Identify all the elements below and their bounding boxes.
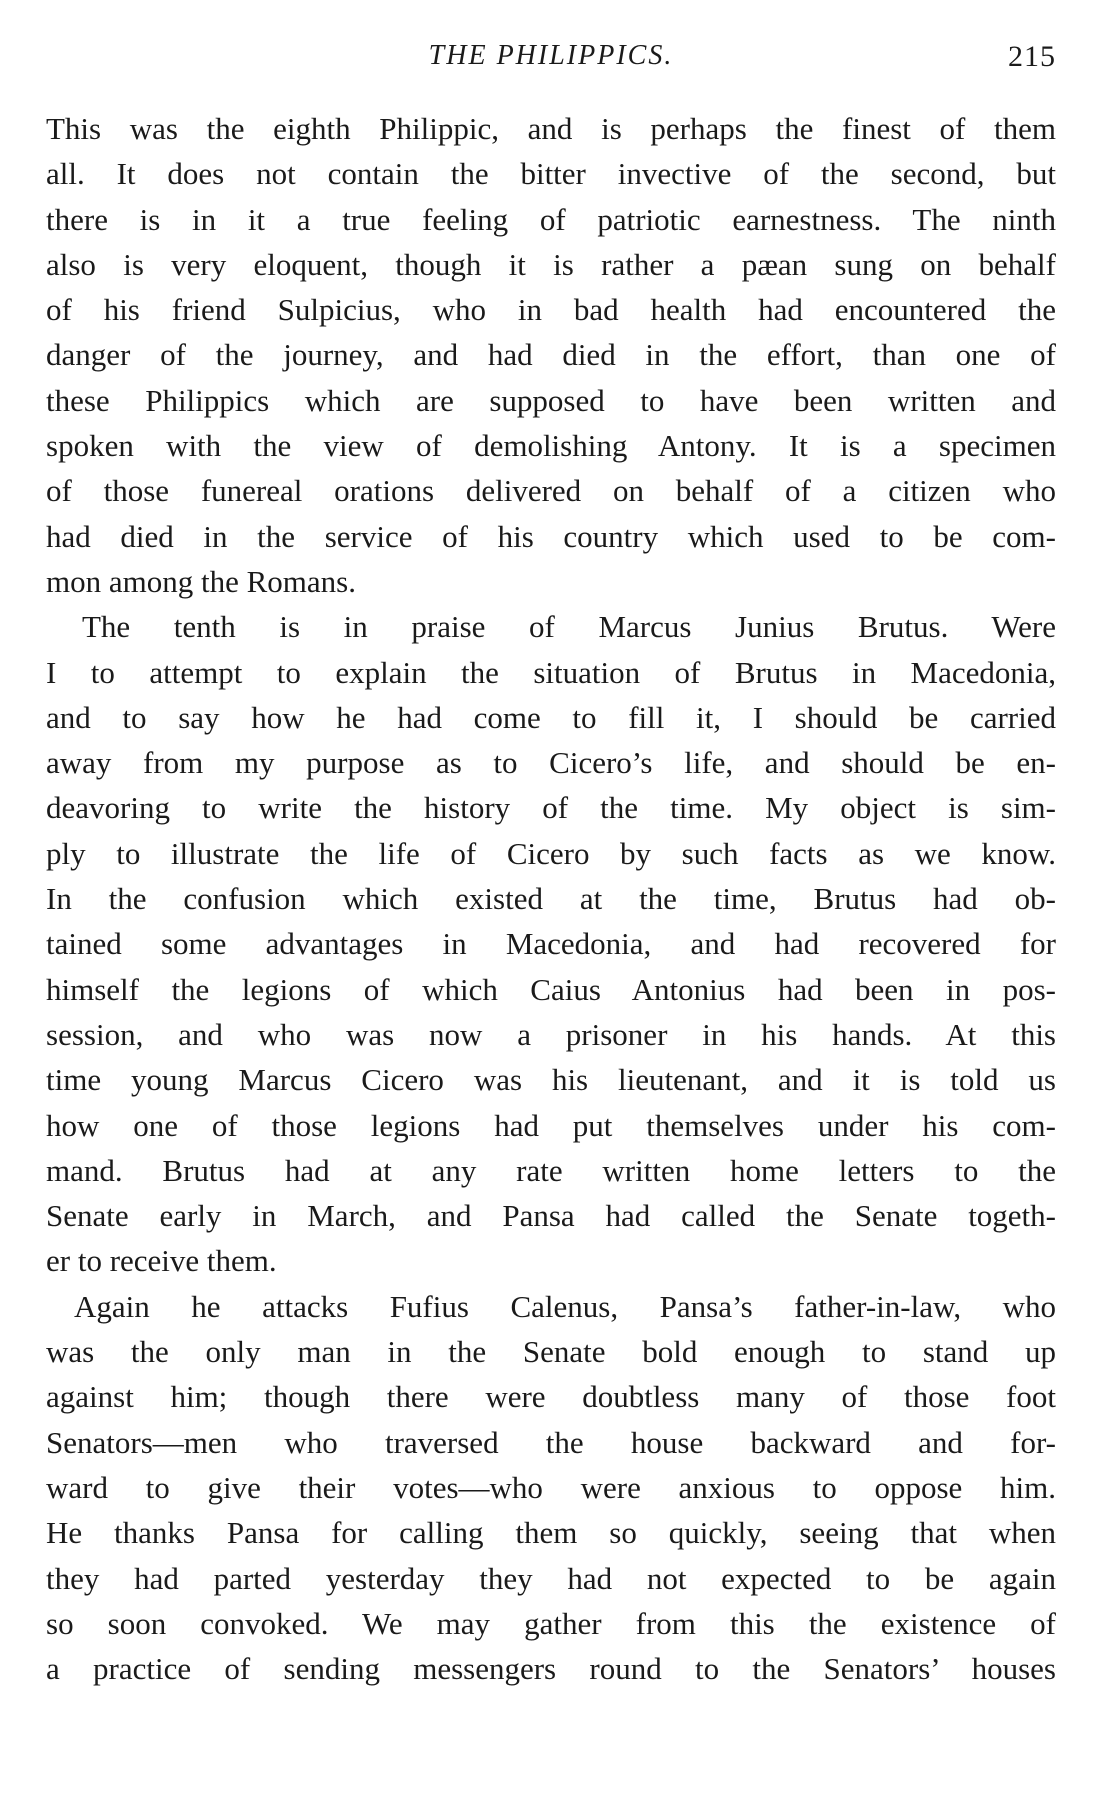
text-line: tained some advantages in Macedonia, and had recovered for <box>46 926 1056 962</box>
text-line: they had parted yesterday they had not expected to be again <box>46 1560 1056 1596</box>
paragraph-2 <box>46 604 1056 1283</box>
text-line: This was the eighth Philippic, and is perhaps the finest of them <box>46 111 1056 146</box>
running-head <box>46 40 1056 84</box>
text-line: In the confusion which existed at the time, Brutus had ob- <box>46 881 1056 917</box>
text-line: I to attempt to explain the situation of Brutus in Macedonia, <box>46 654 1056 690</box>
text-line: these Philippics which are supposed to have been written and <box>46 382 1056 418</box>
text-line: all. It does not contain the bitter invective of the second, but <box>46 156 1056 192</box>
text-line: Again he attacks Fufius Calenus, Pansa’s father-in-law, who <box>74 1288 1056 1324</box>
running-title: THE PHILIPPICS. <box>428 40 674 71</box>
text-line: how one of those legions had put themselves under his com- <box>46 1107 1056 1143</box>
text-line: He thanks Pansa for calling them so quickly, seeing that when <box>46 1515 1056 1551</box>
text-line: of those funereal orations delivered on behalf of a citizen who <box>46 473 1056 509</box>
paragraph-3 <box>46 1284 1056 1692</box>
text-line: er to receive them. <box>46 1243 277 1279</box>
text-line: and to say how he had come to fill it, I should be carried <box>46 699 1056 735</box>
text-line: mon among the Romans. <box>46 563 356 599</box>
text-line: Senators—men who traversed the house backward and for- <box>46 1424 1056 1460</box>
text-line: a practice of sending messengers round to the Senators’ houses <box>46 1651 1056 1687</box>
body-text <box>46 106 1056 1691</box>
text-line: time young Marcus Cicero was his lieutenant, and it is told us <box>46 1062 1056 1098</box>
text-line: was the only man in the Senate bold enough to stand up <box>46 1334 1056 1370</box>
text-line: also is very eloquent, though it is rather a pæan sung on behalf <box>46 246 1056 282</box>
text-line: ply to illustrate the life of Cicero by such facts as we know. <box>46 835 1056 871</box>
text-line: himself the legions of which Caius Antonius had been in pos- <box>46 971 1056 1007</box>
text-line: Senate early in March, and Pansa had called the Senate togeth- <box>46 1198 1056 1234</box>
text-line: The tenth is in praise of Marcus Junius Brutus. Were <box>82 609 1056 645</box>
text-line: so soon convoked. We may gather from this the existence of <box>46 1605 1056 1641</box>
text-line: session, and who was now a prisoner in his hands. At this <box>46 1016 1056 1052</box>
text-line: mand. Brutus had at any rate written home letters to the <box>46 1152 1056 1188</box>
text-line: spoken with the view of demolishing Antony. It is a specimen <box>46 428 1056 464</box>
paragraph-1 <box>46 106 1056 604</box>
text-line: there is in it a true feeling of patriotic earnestness. The ninth <box>46 201 1056 237</box>
text-line: ward to give their votes—who were anxious to oppose him. <box>46 1469 1056 1505</box>
text-line: danger of the journey, and had died in the effort, than one of <box>46 337 1056 373</box>
text-line: against him; though there were doubtless many of those foot <box>46 1379 1056 1415</box>
text-line: had died in the service of his country which used to be com- <box>46 518 1056 554</box>
text-line: away from my purpose as to Cicero’s life, and should be en- <box>46 745 1056 781</box>
text-line: of his friend Sulpicius, who in bad health had encountered the <box>46 292 1056 328</box>
text-line: deavoring to write the history of the time. My object is sim- <box>46 790 1056 826</box>
page-number: 215 <box>1008 40 1056 73</box>
